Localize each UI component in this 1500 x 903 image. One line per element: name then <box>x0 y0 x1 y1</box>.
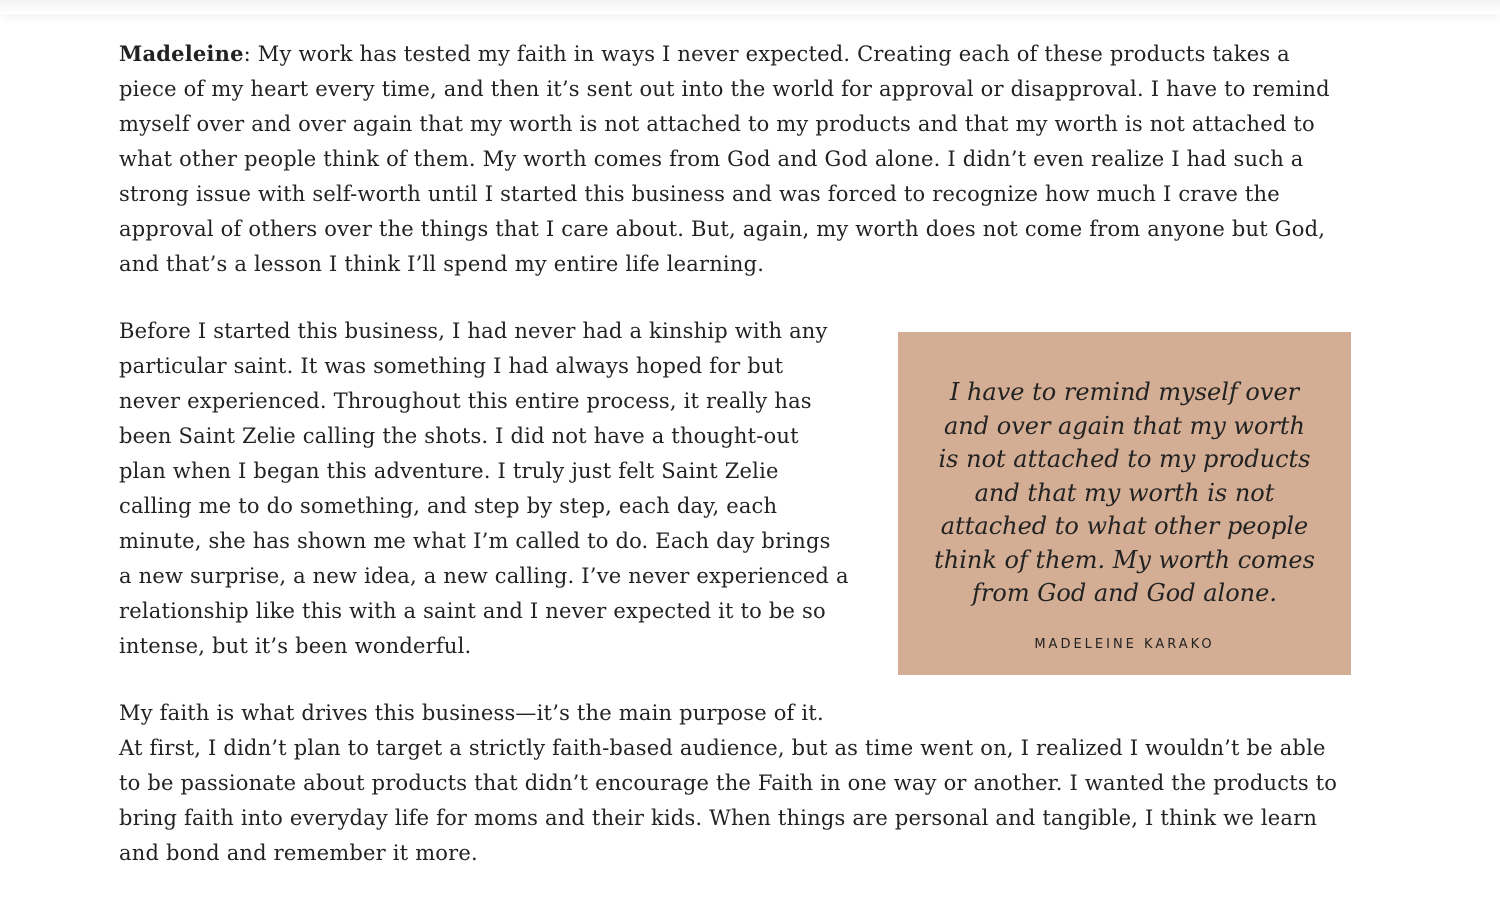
pull-quote-text: I have to remind myself over and over again that my worth is not attached to my products and that my worth is not attached to what other people think of them. My worth comes from God and God alone. <box>934 378 1315 607</box>
article-body <box>119 36 1351 903</box>
top-header-bar <box>0 0 1500 14</box>
speaker-name: Madeleine <box>119 41 244 66</box>
paragraph-madeleine-answer <box>119 36 1351 282</box>
pull-quote <box>898 332 1351 675</box>
paragraph-faith-business: My faith is what drives this business—it’s the main purpose of it. At first, I didn’t plan to target a strictly faith-based audience, but as time went on, I realized I wouldn’t be able to be passionate about products that didn’t encourage the Faith in one way or another. I wanted the products to bring faith into everyday life for moms and their kids. When things are personal and tangible, I think we learn and bond and remember it more. <box>119 701 1338 865</box>
paragraph-text: : My work has tested my faith in ways I never expected. Creating each of these products takes a piece of my heart every time, and then it’s sent out into the world for approval or disapproval. I have to remind myself over and over again that my worth is not attached to my products and that my worth is not attached to what other people think of them. My worth comes from God and God alone. I didn’t even realize I had such a strong issue with self-worth until I started this business and was forced to recognize how much I crave the approval of others over the things that I care about. But, again, my worth does not come from anyone but God, and that’s a lesson I think I’ll spend my entire life learning. <box>119 42 1330 276</box>
paragraph-saint-zelie: Before I started this business, I had never had a kinship with any particular saint. It was something I had always hoped for but never experienced. Throughout this entire process, it really has been Saint Zelie calling the shots. I did not have a thought-out plan when I began this adventure. I truly just felt Saint Zelie calling me to do something, and step by step, each day, each minute, she has shown me what I’m called to do. Each day brings a new surprise, a new idea, a new calling. I’ve never experienced a relationship like this with a saint and I never expected it to be so intense, but it’s been wonderful. <box>119 319 849 658</box>
pull-quote-attribution: MADELEINE KARAKO <box>1034 636 1215 652</box>
